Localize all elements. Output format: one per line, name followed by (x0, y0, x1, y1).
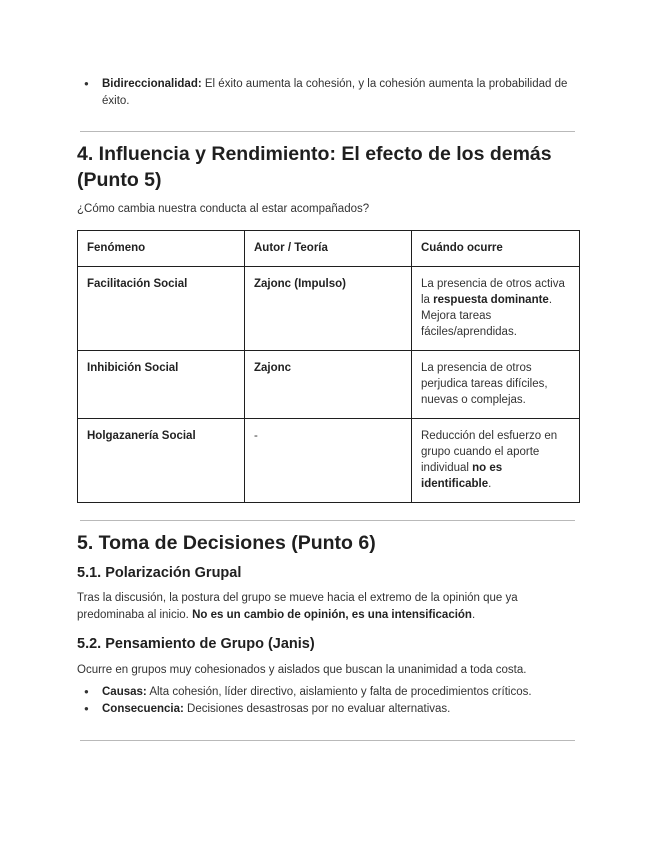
section-4-intro: ¿Cómo cambia nuestra conducta al estar acompañados? (77, 203, 370, 215)
table-header: Autor / Teoría (245, 231, 412, 267)
cell-text: La presencia de otros activa la (421, 278, 565, 306)
cell-text: . Mejora tareas fáciles/aprendidas. (421, 294, 553, 338)
divider (80, 131, 575, 132)
cell-text: . (488, 478, 492, 490)
top-bullet-list (77, 76, 577, 109)
cell-text: Reducción del esfuerzo en grupo cuando el aporte individual (421, 430, 558, 474)
cell-bold: respuesta dominante (433, 294, 549, 306)
influence-table (77, 230, 580, 503)
table-header: Fenómeno (78, 231, 245, 267)
table-header: Cuándo ocurre (412, 231, 580, 267)
bullet-text: El éxito aumenta la cohesión, y la cohesión aumenta la probabilidad de éxito. (102, 78, 568, 107)
subsection-5-1-text (77, 590, 577, 623)
bullet-text: Alta cohesión, líder directivo, aislamiento y falta de procedimientos críticos. (149, 686, 532, 698)
list-item (77, 701, 577, 718)
divider (80, 520, 575, 521)
bullet-label: Consecuencia: (102, 702, 184, 715)
paragraph-bold: No es un cambio de opinión, es una intensificación (192, 608, 472, 621)
section-4-title: 4. Influencia y Rendimiento: El efecto de los demás (Punto 5) (77, 143, 552, 191)
table-cell-author: - (245, 419, 412, 503)
table-cell-when (412, 351, 580, 419)
cell-bold: no es identificable (421, 462, 503, 490)
table-cell-author: Zajonc (Impulso) (245, 267, 412, 351)
subsection-5-1-title: 5.1. Polarización Grupal (77, 565, 242, 581)
cell-text: La presencia de otros perjudica tareas difíciles, nuevas o complejas. (421, 362, 548, 406)
subsection-5-2-text: Ocurre en grupos muy cohesionados y aislados que buscan la unanimidad a toda costa. (77, 664, 527, 676)
section-5-title: 5. Toma de Decisiones (Punto 6) (77, 532, 376, 554)
divider (80, 740, 575, 741)
groupthink-list (77, 684, 577, 717)
paragraph-text: Tras la discusión, la postura del grupo se mueve hacia el extremo de la opinión que ya predominaba al inicio. (77, 592, 518, 621)
bullet-label: Bidireccionalidad: (102, 78, 202, 90)
table-row (78, 267, 580, 351)
table-header-row (78, 231, 580, 267)
table-cell-author: Zajonc (245, 351, 412, 419)
bullet-label: Causas: (102, 686, 147, 698)
paragraph-text: . (471, 608, 476, 621)
table-cell-phenomenon: Inhibición Social (78, 351, 245, 419)
table-cell-when (412, 267, 580, 351)
table-cell-phenomenon: Facilitación Social (78, 267, 245, 351)
table-row (78, 419, 580, 503)
list-item (77, 76, 577, 109)
bullet-text: Decisiones desastrosas por no evaluar alternativas. (187, 702, 451, 715)
table-cell-phenomenon: Holgazanería Social (78, 419, 245, 503)
subsection-5-2-title: 5.2. Pensamiento de Grupo (Janis) (77, 636, 315, 652)
table-cell-when (412, 419, 580, 503)
list-item (77, 684, 577, 701)
table-row (78, 351, 580, 419)
